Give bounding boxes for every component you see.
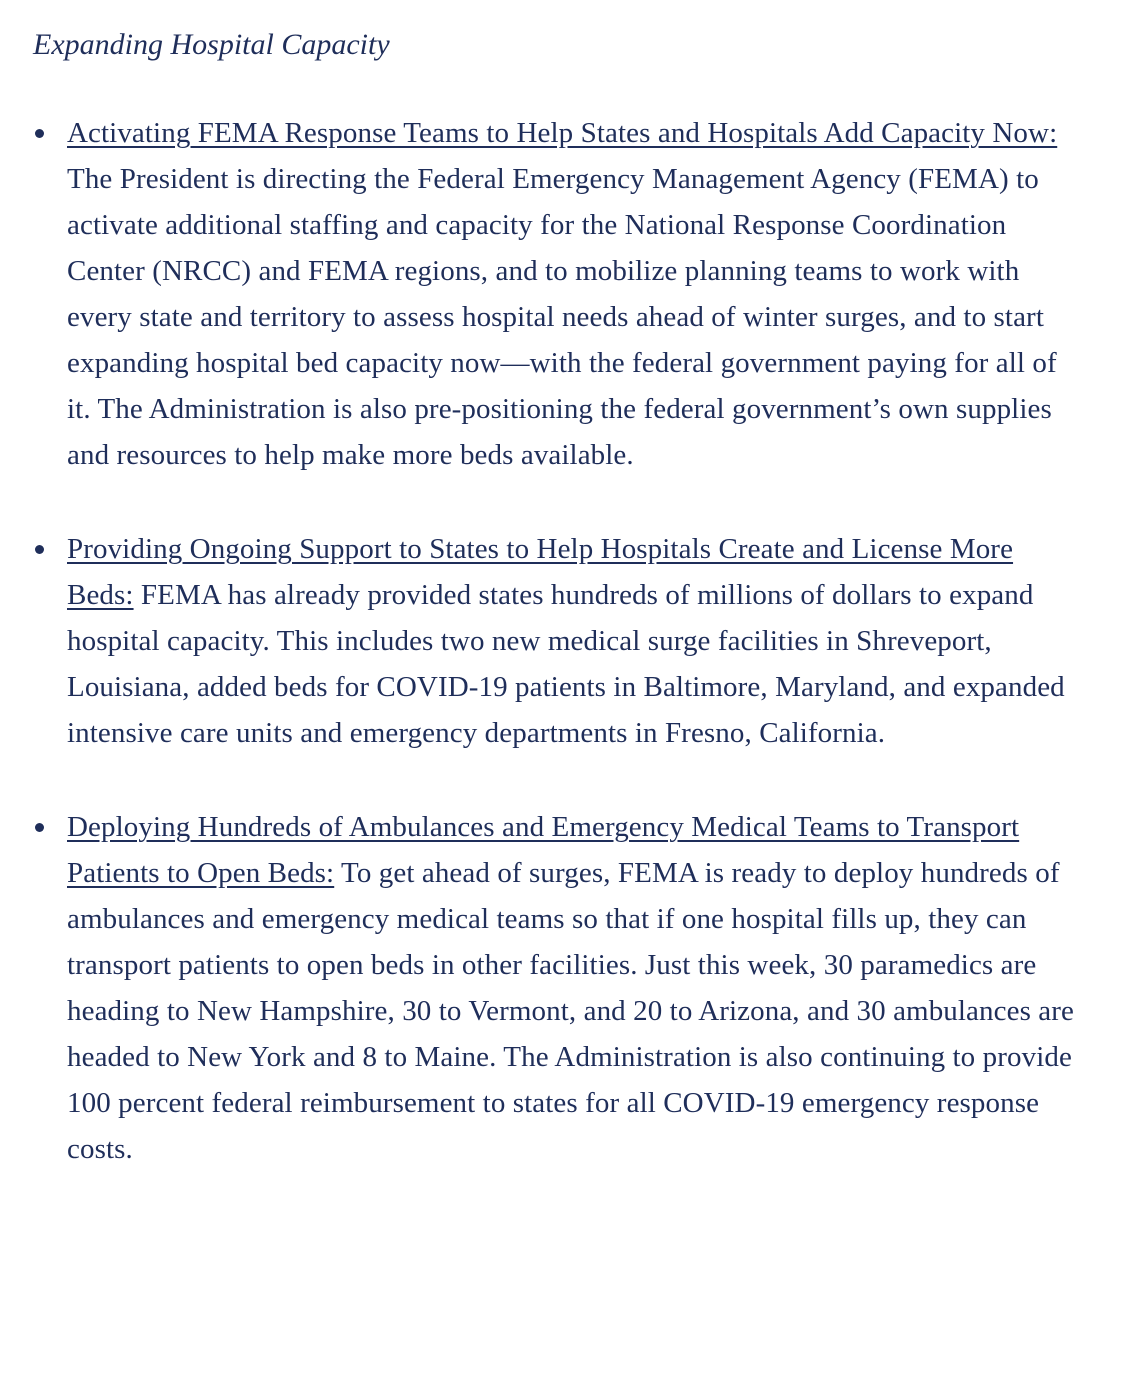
bullet-icon: [35, 823, 44, 832]
list-item: [0, 526, 1122, 756]
item-body: To get ahead of surges, FEMA is ready to deploy hundreds of ambulances and emergency medical teams so that if one hospital fills up, they can transport patients to open beds in other facilities. Just this week, 30 paramedics are heading to New Hampshire, 30 to Vermont, and 20 to Arizona, and 30 ambulances are headed to New York and 8 to Maine. The Administration is also continuing to provide 100 percent federal reimbursement to states for all COVID-19 emergency response costs.: [67, 857, 1074, 1165]
bullet-icon: [35, 129, 44, 138]
item-body: FEMA has already provided states hundreds of millions of dollars to expand hospital capacity. This includes two new medical surge facilities in Shreveport, Louisiana, added beds for COVID-19 patients in Baltimore, Maryland, and expanded intensive care units and emergency departments in Fresno, California.: [67, 579, 1065, 749]
item-link[interactable]: Providing Ongoing Support to States to Help Hospitals Create and License More Beds:: [67, 533, 1014, 611]
list-item: [0, 804, 1122, 1172]
bullet-icon: [35, 545, 44, 554]
item-link[interactable]: Activating FEMA Response Teams to Help States and Hospitals Add Capacity Now:: [67, 117, 1058, 149]
item-link[interactable]: Deploying Hundreds of Ambulances and Emergency Medical Teams to Transport Patients to Open Beds:: [67, 811, 1020, 889]
bullet-list: [0, 110, 1122, 1220]
item-body: The President is directing the Federal Emergency Management Agency (FEMA) to activate additional staffing and capacity for the National Response Coordination Center (NRCC) and FEMA regions, and to mobilize planning teams to work with every state and territory to assess hospital needs ahead of winter surges, and to start expanding hospital bed capacity now—with the federal government paying for all of it. The Administration is also pre-positioning the federal government’s own supplies and resources to help make more beds available.: [67, 163, 1057, 471]
section-heading: Expanding Hospital Capacity: [33, 28, 390, 61]
list-item: [0, 110, 1122, 478]
